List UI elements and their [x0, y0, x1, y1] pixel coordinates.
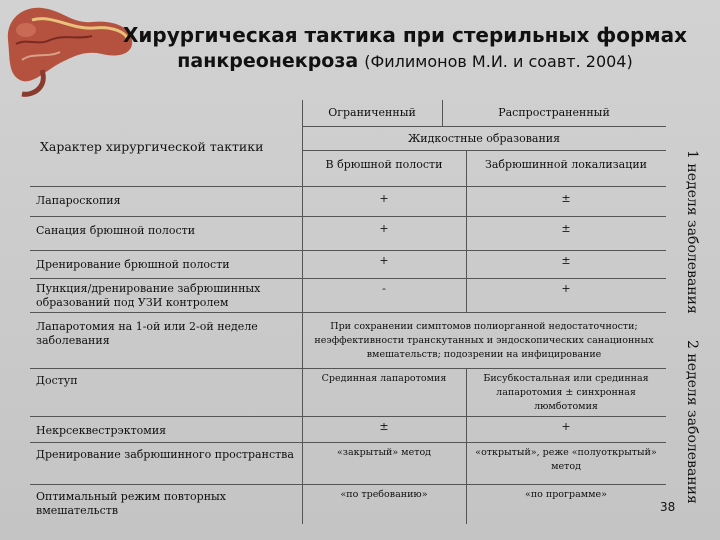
row-label: Дренирование забрюшинного пространства — [36, 448, 294, 461]
side-label-week2: 2 неделя заболевания — [684, 340, 700, 504]
header-abdominal: В брюшной полости — [325, 158, 443, 171]
side-label-week1: 1 неделя заболевания — [684, 150, 700, 314]
row-cell-abdominal: + — [379, 222, 389, 235]
row-label: Санация брюшной полости — [36, 224, 196, 237]
row-cell-retro: ± — [561, 254, 571, 267]
header-fluid: Жидкостные образования — [407, 132, 561, 145]
tactics-table — [30, 100, 666, 524]
row-label: Лапаротомия на 1-ой или 2-ой неделе заболевания — [36, 320, 258, 347]
row-cell-retro: «по программе» — [525, 489, 607, 500]
row-cell-retro: Бисубкостальная или срединная лапаротомия ± синхронная люмботомия — [483, 373, 649, 412]
row-cell-retro: «открытый», реже «полуоткрытый» метод — [475, 447, 657, 472]
header-widespread: Распространенный — [498, 106, 610, 119]
row-cell-retro: + — [561, 282, 571, 295]
row-label: Пункция/дренирование забрюшинных образований под УЗИ контролем — [36, 282, 261, 309]
row-cell-abdominal: ± — [379, 420, 389, 433]
page-number: 38 — [660, 500, 676, 514]
row-label: Оптимальный режим повторных вмешательств — [36, 490, 227, 517]
slide-title — [110, 22, 700, 75]
row-cell-abdominal: + — [379, 254, 389, 267]
row-cell-retro: + — [561, 420, 571, 433]
header-retroperitoneal: Забрюшинной локализации — [485, 158, 647, 171]
row-label: Некрсеквестрэктомия — [36, 424, 167, 437]
row-label: Дренирование брюшной полости — [36, 258, 230, 271]
title-line2 — [110, 48, 700, 75]
title-line1: Хирургическая тактика при стерильных формах — [122, 23, 688, 47]
row-cell-retro: ± — [561, 222, 571, 235]
row-label: Лапароскопия — [36, 194, 121, 207]
title-authors: (Филимонов М.И. и соавт. 2004) — [364, 52, 633, 71]
header-tactic: Характер хирургической тактики — [40, 139, 264, 154]
row-label: Доступ — [36, 374, 78, 387]
row-cell-abdominal: «по требованию» — [340, 489, 428, 500]
header-limited: Ограниченный — [328, 106, 416, 119]
row-cell-span: При сохранении симптомов полиорганной недостаточности; неэффективности транскутанных и эндоскопических санационных вмешательств; подозрении на инфицирование — [314, 321, 654, 360]
row-cell-retro: ± — [561, 192, 571, 205]
row-cell-abdominal: - — [382, 282, 386, 295]
title-main: панкреонекроза — [177, 50, 359, 72]
row-cell-abdominal: + — [379, 192, 389, 205]
row-cell-abdominal: Срединная лапаротомия — [321, 373, 447, 384]
row-cell-abdominal: «закрытый» метод — [336, 447, 432, 458]
